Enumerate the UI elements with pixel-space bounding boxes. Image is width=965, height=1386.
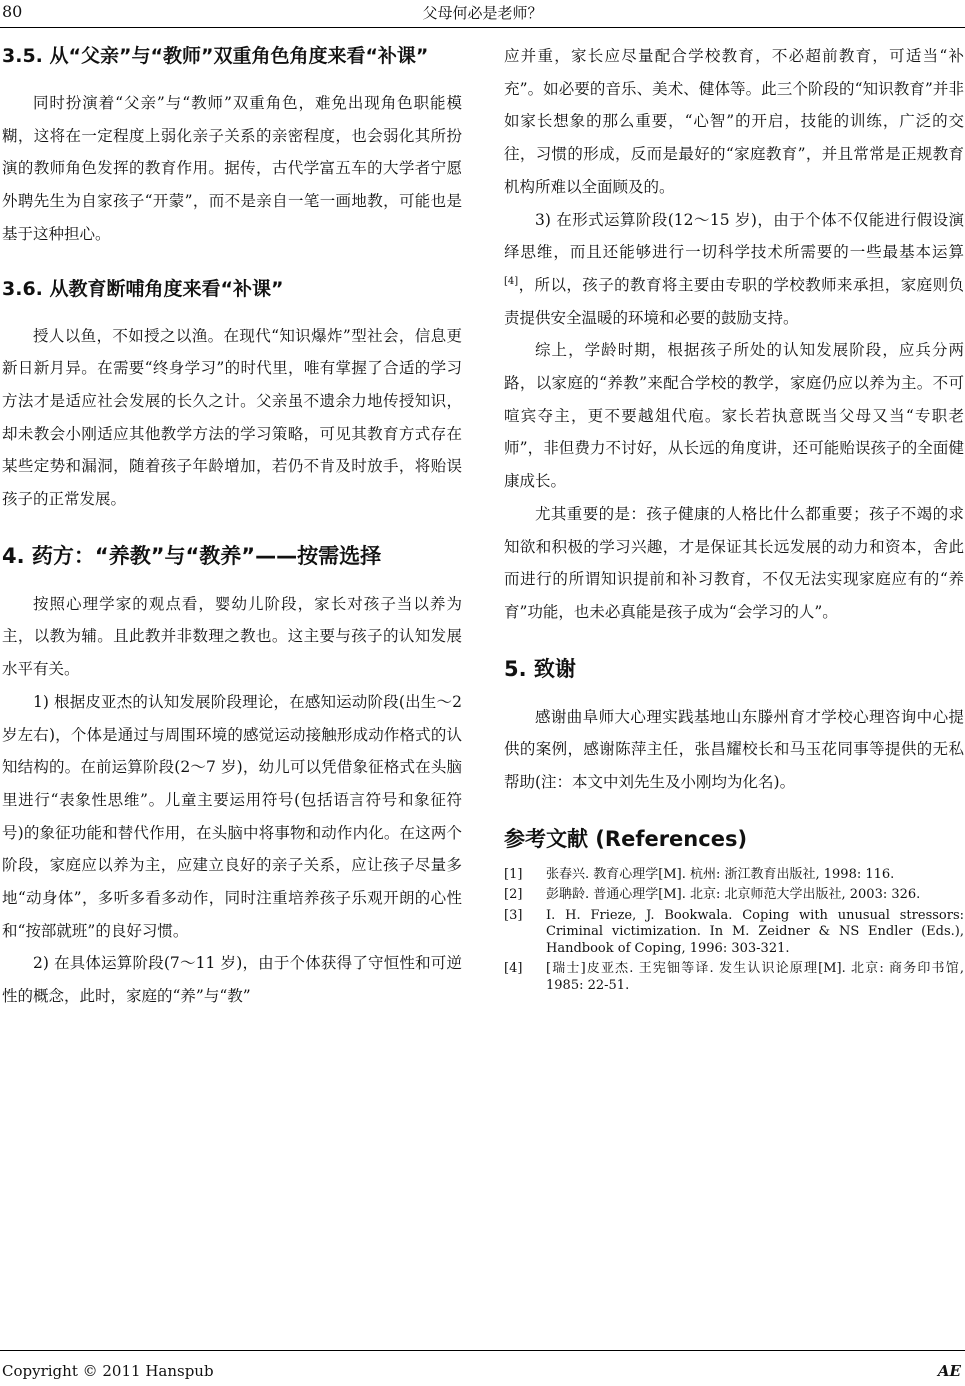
- section-4-heading: 4. 药方：“养教”与“教养”——按需选择: [2, 543, 382, 568]
- section-3-5-heading: 3.5. 从“父亲”与“教师”双重角色角度来看“补课”: [2, 45, 429, 67]
- reference-list: [504, 867, 964, 995]
- section-3-5-paragraph: 同时扮演着“父亲”与“教师”双重角色，难免出现角色职能模糊，这将在一定程度上弱化亲子关系的亲密程度，也会弱化其所扮演的教师角色发挥的教育作用。据传，古代学富五车的大学者宁愿外聘先生为自家孩子“开蒙”，而不是亲自一笔一画地教，可能也是基于这种担心。: [2, 94, 462, 243]
- section-3-6-paragraph: 授人以鱼，不如授之以渔。在现代“知识爆炸”型社会，信息更新日新月异。在需要“终身学习”的时代里，唯有掌握了合适的学习方法才是适应社会发展的长久之计。父亲虽不遗余力地传授知识，却未教会小刚适应其他教学方法的学习策略，可见其教育方式存在某些定势和漏洞，随着孩子年龄增加，若仍不肯及时放手，将贻误孩子的正常发展。: [2, 326, 462, 509]
- right-column: [504, 40, 964, 998]
- section-4-item-3-paragraph: [504, 204, 964, 335]
- reference-item: [4] [瑞士]皮亚杰. 王宪钿等译. 发生认识论原理[M]. 北京: 商务印书馆, 1985: 22-51.: [504, 961, 964, 993]
- section-4-item-1-paragraph: 1) 根据皮亚杰的认知发展阶段理论，在感知运动阶段(出生～2 岁左右)，个体是通过与周围环境的感觉运动接触形成动作格式的认知结构的。在前运算阶段(2～7 岁)，幼儿可以凭借象征格式在头脑里进行“表象性思维”。儿童主要运用符号(包括语言符号和象征符号)的象征功能和替代作用，在头脑中将事物和动作内化。在这两个阶段，家庭应以养为主，应建立良好的亲子关系，应让孩子尽量多地“动身体”，多听多看多动作，同时注重培养孩子乐观开朗的心性和“按部就班”的良好习惯。: [2, 692, 462, 940]
- item-3-text-b: ，所以，孩子的教育将主要由专职的学校教师来承担，家庭则负责提供安全温暖的环境和必要的鼓励支持。: [504, 275, 964, 327]
- header-rule: [0, 27, 965, 28]
- footer-rule: [0, 1350, 965, 1351]
- section-4-item-2-paragraph: 2) 在具体运算阶段(7～11 岁)，由于个体获得了守恒性和可逆性的概念，此时，家庭的“养”与“教”: [2, 954, 462, 1006]
- references-heading: 参考文献 (References): [504, 826, 748, 851]
- section-4-intro-paragraph: 按照心理学家的观点看，婴幼儿阶段，家长对孩子当以养为主，以教为辅。且此教并非数理之教也。这主要与孩子的认知发展水平有关。: [2, 594, 462, 679]
- copyright: Copyright © 2011 Hanspub: [2, 1362, 214, 1380]
- citation-4: [4]: [504, 275, 519, 287]
- section-3-6-heading: 3.6. 从教育断哺角度来看“补课”: [2, 277, 284, 300]
- important-paragraph: 尤其重要的是：孩子健康的人格比什么都重要；孩子不竭的求知欲和积极的学习兴趣，才是保证其长远发展的动力和资本，舍此而进行的所谓知识提前和补习教育，不仅无法实现家庭应有的“养育”功能，也未必真能是孩子成为“会学习的人”。: [504, 504, 964, 621]
- page-number: 80: [2, 2, 23, 21]
- thanks-paragraph: 感谢曲阜师大心理实践基地山东滕州育才学校心理咨询中心提供的案例，感谢陈萍主任，张昌耀校长和马玉花同事等提供的无私帮助(注：本文中刘先生及小刚均为化名)。: [504, 707, 964, 792]
- running-title: 父母何必是老师？: [422, 4, 543, 22]
- reference-item: [3] I. H. Frieze, J. Bookwala. Coping with unusual stressors: Criminal victimization. In M. Zeidner & NS Endler (Eds.), Handbook of Coping, 1996: 303-321.: [504, 907, 964, 956]
- reference-item: [2] 彭聃龄. 普通心理学[M]. 北京: 北京师范大学出版社, 2003: 326.: [504, 887, 921, 903]
- reference-item: [1] 张春兴. 教育心理学[M]. 杭州: 浙江教育出版社, 1998: 116.: [504, 866, 895, 882]
- summary-paragraph: 综上，学龄时期，根据孩子所处的认知发展阶段，应兵分两路，以家庭的“养教”来配合学校的教学，家庭仍应以养为主。不可喧宾夺主，更不要越俎代庖。家长若执意既当父母又当“专职老师”，非但费力不讨好，从长远的角度讲，还可能贻误孩子的全面健康成长。: [504, 341, 964, 491]
- left-column: [2, 40, 462, 1013]
- journal-abbreviation: AE: [937, 1362, 961, 1380]
- section-4-item-2-continued: 应并重，家长应尽量配合学校教育，不必超前教育，可适当“补充”。如必要的音乐、美术、健体等。此三个阶段的“知识教育”并非如家长想象的那么重要，“心智”的开启，技能的训练，广泛的交往，习惯的形成，反而是最好的“家庭教育”，并且常常是正规教育机构所难以全面顾及的。: [504, 47, 964, 196]
- page-header: [0, 0, 965, 28]
- section-5-heading: 5. 致谢: [504, 656, 576, 681]
- item-3-text-a: 3) 在形式运算阶段(12～15 岁)，由于个体不仅能进行假设演绎思维，而且还能够进行一切科学技术所需要的一些最基本运算: [504, 210, 964, 262]
